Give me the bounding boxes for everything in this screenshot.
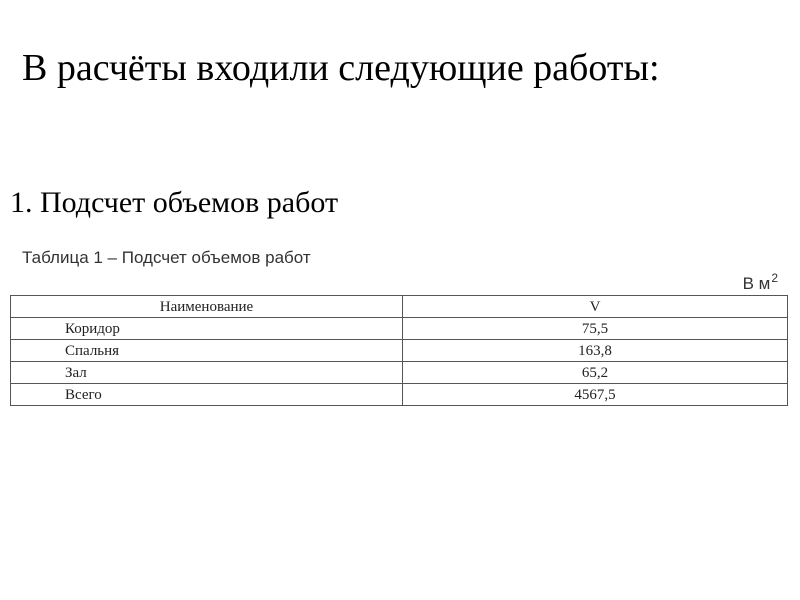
table-unit [743, 272, 778, 297]
table-header-row [11, 296, 788, 318]
column-header-name: Наименование [11, 296, 403, 318]
row-value-cell: 65,2 [403, 362, 788, 384]
slide-title: В расчёты входили следующие работы: [22, 47, 660, 89]
row-name-cell: Зал [11, 362, 403, 384]
row-value-cell: 163,8 [403, 340, 788, 362]
row-name-cell: Всего [11, 384, 403, 406]
table-row [11, 340, 788, 362]
volume-table [10, 295, 788, 406]
table-unit-superscript: 2 [771, 271, 778, 285]
row-value-cell: 75,5 [403, 318, 788, 340]
row-name-cell: Коридор [11, 318, 403, 340]
table-row [11, 362, 788, 384]
table-caption: Таблица 1 – Подсчет объемов работ [22, 248, 311, 267]
section-heading: 1. Подсчет объемов работ [10, 186, 339, 219]
row-name-cell: Спальня [11, 340, 403, 362]
table-row [11, 318, 788, 340]
table-row-total [11, 384, 788, 406]
volume-table-container [10, 295, 788, 406]
column-header-value: V [403, 296, 788, 318]
row-value-cell: 4567,5 [403, 384, 788, 406]
table-unit-label: В м [742, 274, 771, 293]
